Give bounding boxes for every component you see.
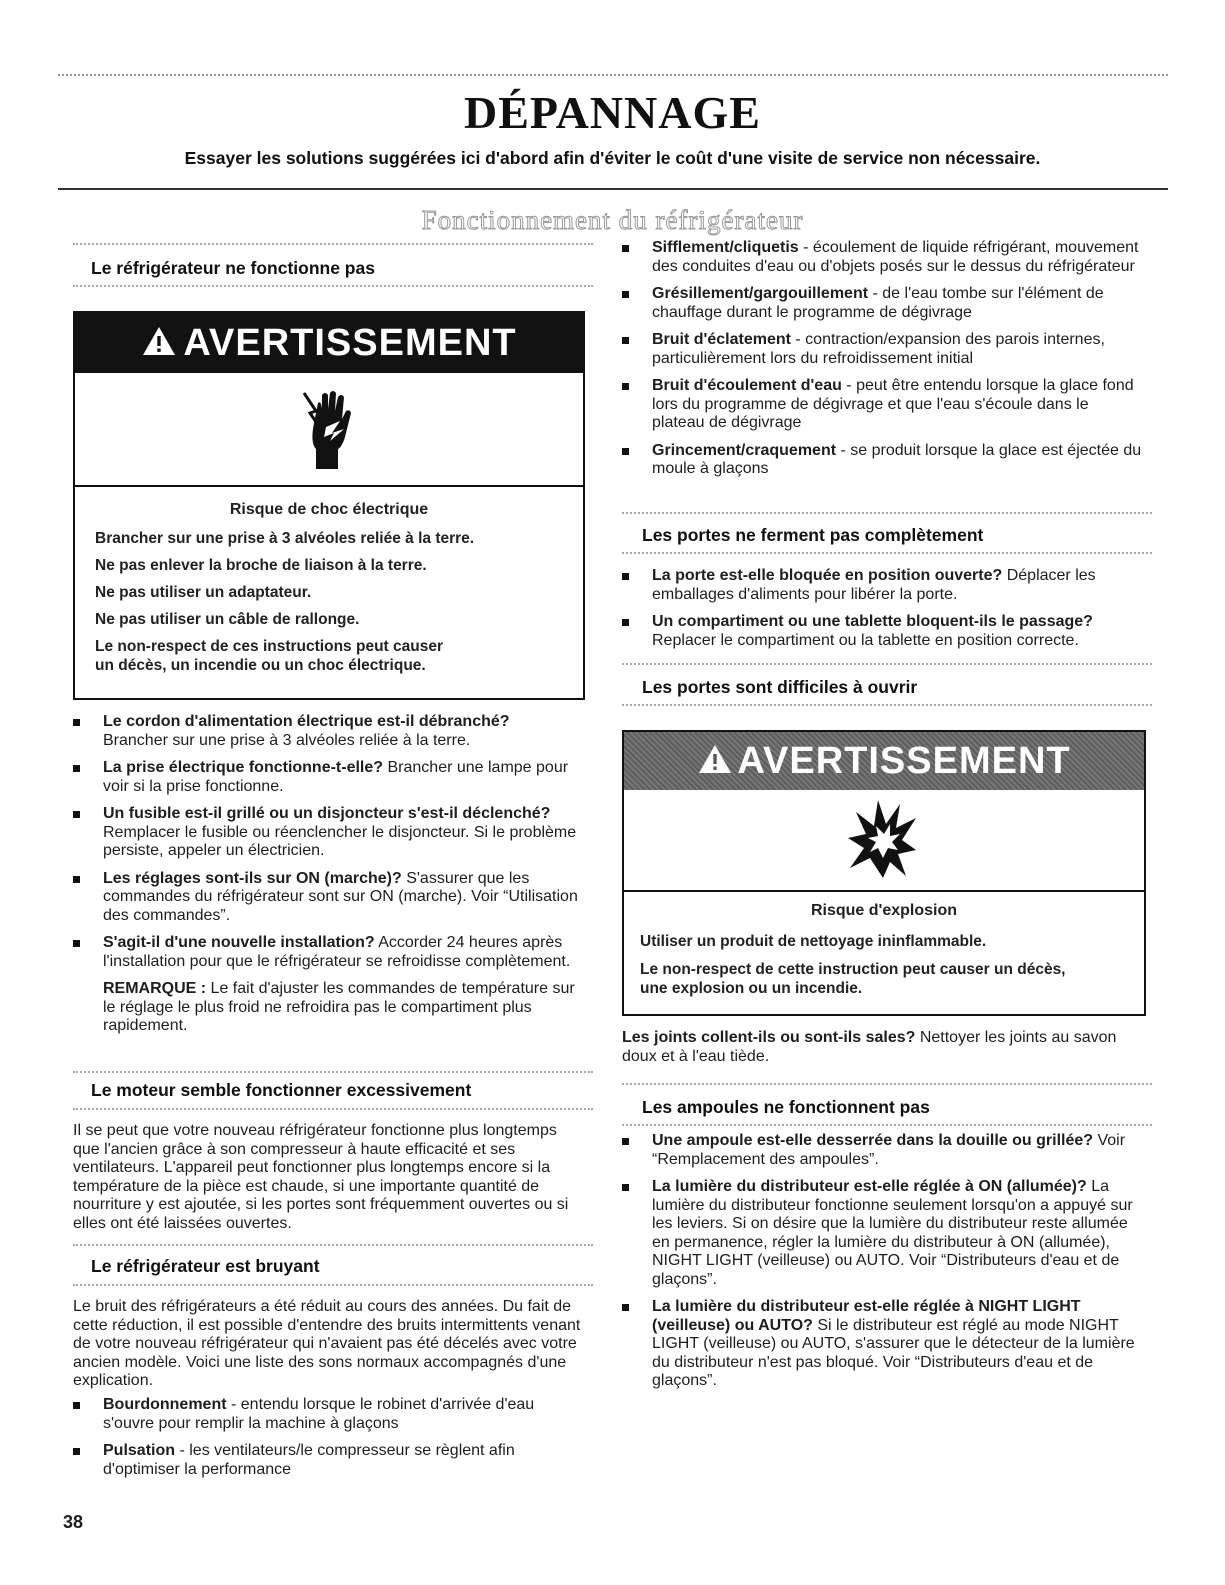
heading-motor: Le moteur semble fonctionner excessivement — [91, 1080, 472, 1100]
warning-consequence: une explosion ou un incendie. — [640, 980, 863, 997]
warning-line: Ne pas utiliser un adaptateur. — [95, 584, 312, 601]
section-title: Fonctionnement du réfrigérateur — [421, 205, 804, 235]
divider — [622, 512, 1152, 514]
list-item: Bruit d'écoulement d'eau - peut être entendu lorsque la glace fond lors du programme de dégivrage et que l'eau s'écoule dans le plateau de dégivrage — [622, 377, 1142, 433]
list-item: Un compartiment ou une tablette bloquent-ils le passage? Replacer le compartiment ou la tablette en position correcte. — [622, 613, 1147, 650]
list-item: Bruit d'éclatement - contraction/expansion des parois internes, particulièrement lors du refroidissement initial — [622, 331, 1142, 368]
bullet-list-bulbs — [622, 1132, 1147, 1391]
list-item: Les réglages sont-ils sur ON (marche)? S'assurer que les commandes du réfrigérateur sont sur ON (marche). Voir “Utilisation des commandes”. — [73, 870, 578, 926]
page-subtitle: Essayer les solutions suggérées ici d'abord afin d'éviter le coût d'une visite de service non nécessaire. — [184, 148, 1041, 168]
list-item: La lumière du distributeur est-elle réglée à NIGHT LIGHT (veilleuse) ou AUTO? Si le distributeur est réglé au mode NIGHT LIGHT (veilleuse) ou AUTO, s'assurer que le détecteur de la lumière du distributeur n'est pas bloqué. Voir “Distributeurs d'eau et de glaçons”. — [622, 1298, 1147, 1391]
warning-lines — [75, 519, 583, 675]
divider — [73, 285, 593, 287]
warning-icon-area — [75, 373, 583, 487]
list-item: La prise électrique fonctionne-t-elle? Brancher une lampe pour voir si la prise fonctionne. — [73, 759, 578, 796]
divider — [622, 663, 1152, 665]
list-item: Sifflement/cliquetis - écoulement de liquide réfrigérant, mouvement des conduites d'eau ou d'objets posés sur le dessus du réfrigérateur — [622, 239, 1142, 276]
heading-doors-close: Les portes ne ferment pas complètement — [642, 525, 984, 545]
divider — [73, 1284, 593, 1286]
list-item: Grincement/craquement - se produit lorsque la glace est éjectée du moule à glaçons — [622, 442, 1142, 479]
list-item: Pulsation - les ventilateurs/le compresseur se règlent afin d'optimiser la performance — [73, 1442, 585, 1479]
page-title: DÉPANNAGE — [464, 87, 761, 138]
bullet-list-noise — [73, 1396, 585, 1479]
noise-paragraph: Le bruit des réfrigérateurs a été réduit au cours des années. Du fait de cette réduction, il est possible d'entendre des bruits intermittents venant de votre nouveau réfrigérateur qui n'avaient pas été décelés avec votre ancien modèle. Voici une liste des sons normaux accompagnés d'une explication. — [73, 1298, 581, 1389]
warning-line: Ne pas enlever la broche de liaison à la terre. — [95, 557, 427, 574]
warning-header: AVERTISSEMENT — [624, 732, 1144, 790]
divider — [73, 1108, 593, 1110]
warning-line: Ne pas utiliser un câble de rallonge. — [95, 611, 360, 628]
seals-paragraph: Les joints collent-ils ou sont-ils sales? Nettoyer les joints au savon doux et à l'eau tiède. — [622, 1029, 1117, 1065]
top-dotted-rule — [58, 74, 1168, 79]
bullet-list-power — [73, 713, 578, 1036]
list-item: La porte est-elle bloquée en position ouverte? Déplacer les emballages d'aliments pour libérer la porte. — [622, 567, 1147, 604]
warning-consequence: Le non-respect de cette instruction peut causer un décès, — [640, 961, 1066, 978]
heading-bulbs: Les ampoules ne fonctionnent pas — [642, 1097, 930, 1117]
divider — [622, 552, 1152, 554]
bullet-list-sounds — [622, 239, 1142, 479]
list-item: La lumière du distributeur est-elle réglée à ON (allumée)? La lumière du distributeur fonctionne seulement lorsqu'on a appuyé sur les leviers. Si on désire que la lumière du distributeur reste allumée en permanence, régler la lumière du distributeur à ON (allumée), NIGHT LIGHT (veilleuse) ou AUTO. Voir “Distributeurs d'eau et de glaçons”. — [622, 1178, 1147, 1289]
heading-not-running: Le réfrigérateur ne fonctionne pas — [91, 258, 375, 278]
page-number: 38 — [63, 1512, 84, 1532]
warning-triangle-icon — [697, 734, 733, 792]
warning-header: AVERTISSEMENT — [75, 313, 583, 373]
header-rule — [58, 188, 1168, 190]
explosion-icon — [848, 798, 918, 882]
warning-box-explosion — [622, 730, 1146, 1016]
heading-noisy: Le réfrigérateur est bruyant — [91, 1256, 320, 1276]
divider — [622, 1083, 1152, 1085]
list-item: Bourdonnement - entendu lorsque le robinet d'arrivée d'eau s'ouvre pour remplir la machine à glaçons — [73, 1396, 585, 1433]
list-item: Grésillement/gargouillement - de l'eau tombe sur l'élément de chauffage durant le programme de dégivrage — [622, 285, 1142, 322]
list-item: Une ampoule est-elle desserrée dans la douille ou grillée? Voir “Remplacement des ampoules”. — [622, 1132, 1147, 1169]
warning-icon-area — [624, 790, 1144, 892]
divider — [622, 704, 1152, 706]
list-item: Un fusible est-il grillé ou un disjoncteur s'est-il déclenché? Remplacer le fusible ou réenclencher le disjoncteur. Si le problème persiste, appeler un électricien. — [73, 805, 578, 861]
warning-lines — [624, 920, 1144, 998]
divider — [622, 1124, 1152, 1126]
warning-risk-label: Risque de choc électrique — [229, 501, 429, 518]
warning-box-electric — [73, 311, 585, 700]
divider — [73, 1071, 593, 1073]
warning-triangle-icon — [141, 315, 177, 375]
motor-paragraph: Il se peut que votre nouveau réfrigérateur fonctionne plus longtemps que l'ancien grâce à son compresseur à haute efficacité et ses ventilateurs. L'appareil peut fonctionner plus longtemps encore si la température de la pièce est chaude, si une importante quantité de nourriture y est ajoutée, si les portes sont fréquemment ouvertes ou si elles ont été laissées ouvertes. — [73, 1122, 569, 1232]
note: REMARQUE : Le fait d'ajuster les commandes de température sur le réglage le plus froid ne refroidira pas le compartiment plus rapidement. — [103, 980, 575, 1034]
warning-consequence: un décès, un incendie ou un choc électrique. — [95, 657, 426, 674]
list-item: S'agit-il d'une nouvelle installation? Accorder 24 heures après l'installation pour que le réfrigérateur se refroidisse complètement. — [73, 934, 578, 971]
warning-consequence: Le non-respect de ces instructions peut causer — [95, 638, 443, 655]
heading-doors-open: Les portes sont difficiles à ouvrir — [642, 677, 918, 697]
bullet-list-doors — [622, 567, 1147, 650]
divider — [73, 243, 593, 245]
list-item: Le cordon d'alimentation électrique est-il débranché? Brancher sur une prise à 3 alvéoles reliée à la terre. — [73, 713, 578, 750]
electric-shock-hand-icon — [300, 389, 360, 473]
warning-line: Brancher sur une prise à 3 alvéoles reliée à la terre. — [95, 530, 475, 547]
divider — [73, 1244, 593, 1246]
warning-risk-label: Risque d'explosion — [810, 902, 958, 919]
warning-line: Utiliser un produit de nettoyage ininflammable. — [640, 933, 987, 950]
